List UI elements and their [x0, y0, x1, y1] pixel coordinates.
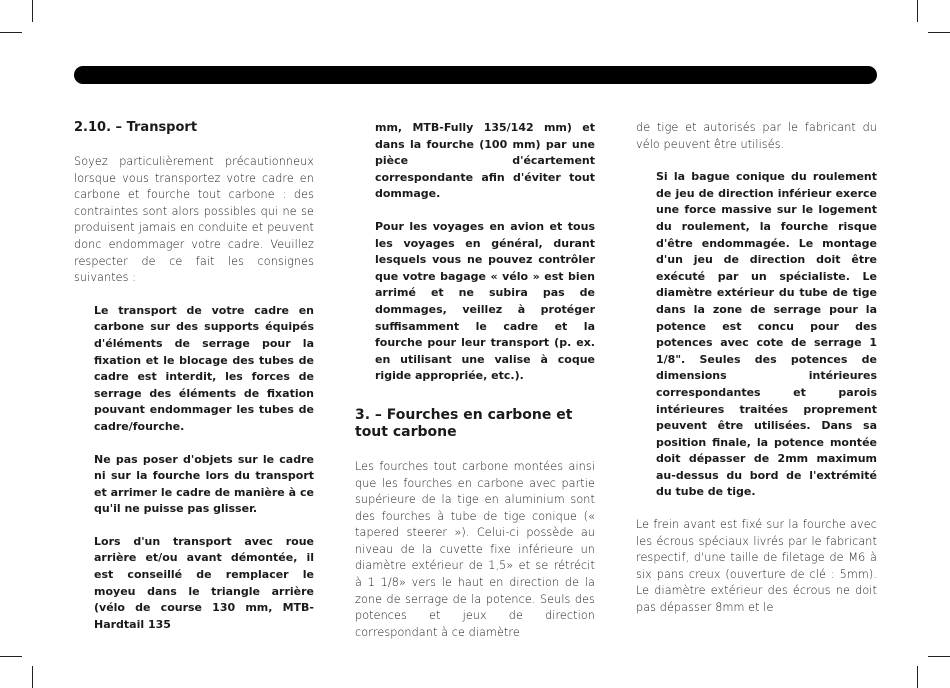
warning-paragraph: Le transport de votre cadre en carbone sur des supports équipés d'éléments de serrage pour la fixation et le blocage des tubes de cadre est interdit, les forces de serrage des éléments de fixation pouvant endommager les tubes de cadre/fourche. — [94, 303, 314, 433]
heading-line: 3. – Fourches en carbone et — [355, 406, 573, 423]
warning-paragraph: Lors d'un transport avec roue arrière et/ou avant démontée, il est conseillé de remplacer le moyeu dans le triangle arrière (vélo de course 130 mm, MTB-Hardtail 135 — [94, 534, 314, 631]
paragraph: de tige et autorisés par le fabricant du vélo peuvent être utilisés. — [636, 121, 877, 151]
column-3 — [636, 120, 877, 617]
crop-mark — [928, 32, 950, 33]
crop-mark — [917, 0, 918, 22]
paragraph: Le frein avant est fixé sur la fourche avec les écrous spéciaux livrés par le fabricant respectif, d'une taille de filetage de M6 à six pans creux (ouverture de clé : 5mm). Le diamètre extérieur des écrous ne doit pas dépasser 8mm et le — [636, 518, 877, 615]
column-1 — [74, 120, 314, 633]
header-bar — [74, 66, 877, 84]
warning-paragraph: Ne pas poser d'objets sur le cadre ni sur la fourche lors du transport et arrimer le cadre de manière à ce qu'il ne puisse pas glisser. — [94, 452, 314, 516]
crop-mark — [917, 666, 918, 688]
crop-mark — [32, 0, 33, 22]
crop-mark — [32, 666, 33, 688]
section-heading: 2.10. – Transport — [74, 120, 198, 135]
crop-mark — [0, 656, 22, 657]
crop-mark — [0, 32, 22, 33]
crop-mark — [928, 656, 950, 657]
paragraph: Les fourches tout carbone montées ainsi que les fourches en carbone avec partie supérieure de la tige en aluminium sont des fourches à tube de tige conique (« tapered steerer »). Celui-ci possède au niveau de la cuvette fixe inférieure un diamètre extérieur de 1,5» et se rétrécit à 1 1/8» vers le haut en direction de la zone de serrage de la potence. Seuls des potences et jeux de direction correspondant à ce diamètre — [355, 459, 595, 639]
paragraph: Soyez particulièrement précautionneux lorsque vous transportez votre cadre en carbone et fourche tout carbone : des contraintes sont alors possibles qui ne se produisent jamais en conduite et peuvent donc endommager votre cadre. Veuillez respecter de ce fait les consignes suivantes : — [74, 155, 314, 285]
warning-paragraph: Pour les voyages en avion et tous les voyages en général, durant lesquels vous ne pouvez contrôler que votre bagage « vélo » est bien arrimé et ne subira pas de dommages, veillez à protéger suffisamment le cadre et la fourche pour leur transport (p. ex. en utilisant une valise à coque rigide appropriée, etc.). — [375, 219, 595, 383]
section-heading — [355, 407, 595, 441]
warning-paragraph: mm, MTB-Fully 135/142 mm) et dans la fourche (100 mm) par une pièce d'écartement correspondante afin d'éviter tout dommage. — [375, 121, 595, 201]
column-2 — [355, 120, 595, 641]
warning-paragraph: Si la bague conique du roulement de jeu de direction inférieur exerce une force massive sur le logement du roulement, la fourche risque d'être endommagée. Le montage d'un jeu de direction doit être exécuté par un spécialiste. Le diamètre extérieur du tube de tige dans la zone de serrage pour la potence est concu pour des potences avec cote de serrage 1 1/8". Seules des potences de dimensions intérieures correspondantes et parois intérieures traitées proprement peuvent être utilisées. Dans sa position finale, la potence montée doit dépasser de 2mm maximum au-dessus du bord de l'extrémité du tube de tige. — [656, 170, 877, 499]
heading-line: tout carbone — [355, 423, 457, 440]
